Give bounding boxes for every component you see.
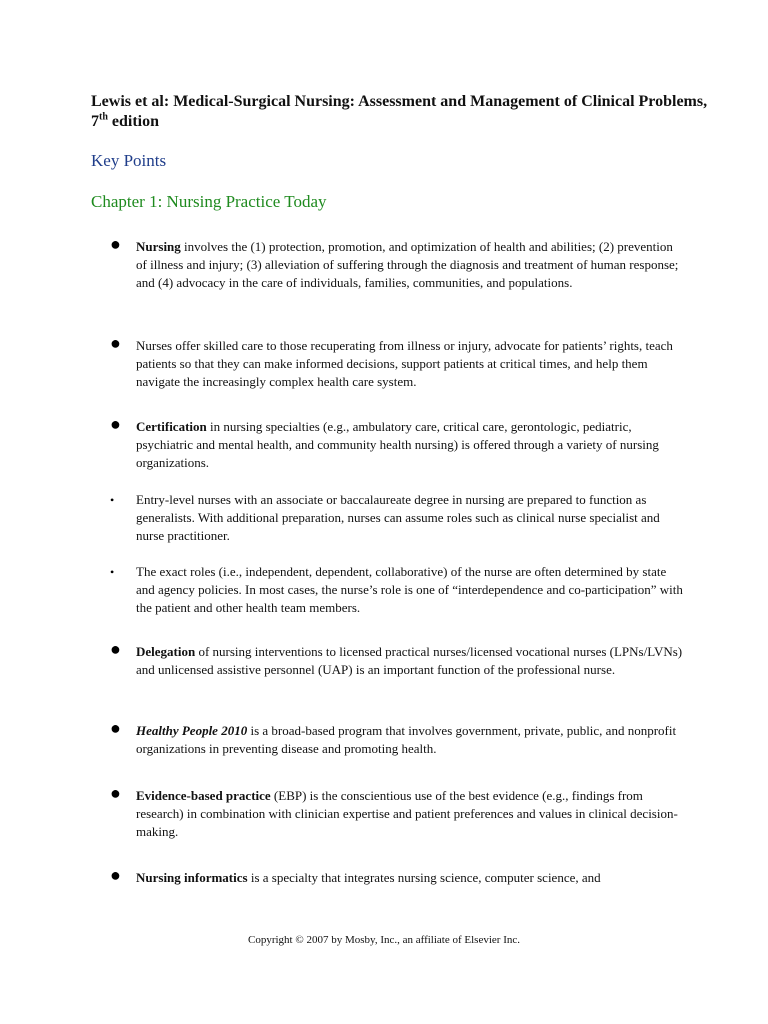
title-superscript: th	[99, 111, 108, 123]
list-item-body: Entry-level nurses with an associate or baccalaureate degree in nursing are prepared to function as generalists. With additional preparation, nurses can assume roles such as clinical nurse specialist and nurse practitioner.	[136, 492, 660, 543]
list-item-body: The exact roles (i.e., independent, dependent, collaborative) of the nurse are often determined by state and agency policies. In most cases, the nurse’s role is one of “interdependence and co-participation” with the patient and other health team members.	[136, 564, 683, 615]
list-item-lead: Delegation	[136, 644, 196, 659]
list-item-text	[136, 643, 686, 679]
bullet-icon: ●	[110, 333, 121, 353]
list-item-body: involves the (1) protection, promotion, and optimization of health and abilities; (2) prevention of illness and injury; (3) alleviation of suffering through the diagnosis and treatment of human response; and (4) advocacy in the care of individuals, families, communities, and populations.	[136, 239, 679, 290]
list-item-text	[136, 722, 686, 758]
bullet-icon: •	[110, 565, 115, 579]
list-item-body: is a broad-based program that involves government, private, public, and nonprofit organizations in preventing disease and promoting health.	[136, 723, 677, 756]
list-item-lead: Evidence-based practice	[136, 788, 271, 803]
list-item-text	[136, 491, 686, 545]
list-item-lead: Certification	[136, 419, 207, 434]
chapter-heading: Chapter 1: Nursing Practice Today	[91, 192, 327, 211]
list-item-text	[136, 337, 686, 391]
list-item-body: (EBP) is the conscientious use of the best evidence (e.g., findings from research) in combination with clinician expertise and patient preferences and values in clinical decision-making.	[136, 788, 678, 839]
list-item-text	[136, 563, 686, 617]
bullet-icon: ●	[110, 639, 121, 659]
list-item-lead: Healthy People 2010	[136, 723, 248, 738]
list-item-text	[136, 238, 686, 292]
list-item-body: of nursing interventions to licensed practical nurses/licensed vocational nurses (LPNs/LVNs) and unlicensed assistive personnel (UAP) is an important function of the professional nurse.	[136, 644, 683, 677]
bullet-icon: •	[110, 493, 115, 507]
title-suffix: edition	[107, 113, 160, 130]
list-item-lead: Nursing informatics	[136, 870, 248, 885]
list-item-text	[136, 418, 686, 472]
list-item-text	[136, 869, 686, 887]
bullet-icon: ●	[110, 718, 121, 738]
list-item-body: Nurses offer skilled care to those recuperating from illness or injury, advocate for patients’ rights, teach patients so that they can make informed decisions, support patients at critical times, and help them navigate the increasingly complex health care system.	[136, 338, 673, 389]
bullet-icon: ●	[110, 234, 121, 254]
bullet-icon: ●	[110, 865, 121, 885]
list-item-body: is a specialty that integrates nursing science, computer science, and	[247, 870, 601, 885]
list-item-text	[136, 787, 686, 841]
key-points-heading: Key Points	[91, 151, 167, 170]
title-text: Lewis et al: Medical-Surgical Nursing: Assessment and Management of Clinical Problems, 7	[91, 93, 708, 130]
bullet-icon: ●	[110, 783, 121, 803]
bullet-icon: ●	[110, 414, 121, 434]
list-item-body: in nursing specialties (e.g., ambulatory care, critical care, gerontologic, pediatric, psychiatric and mental health, and community health nursing) is offered through a variety of nursing organizations.	[136, 419, 659, 470]
list-item-lead: Nursing	[136, 239, 181, 254]
copyright-footer: Copyright © 2007 by Mosby, Inc., an affiliate of Elsevier Inc.	[248, 934, 520, 946]
